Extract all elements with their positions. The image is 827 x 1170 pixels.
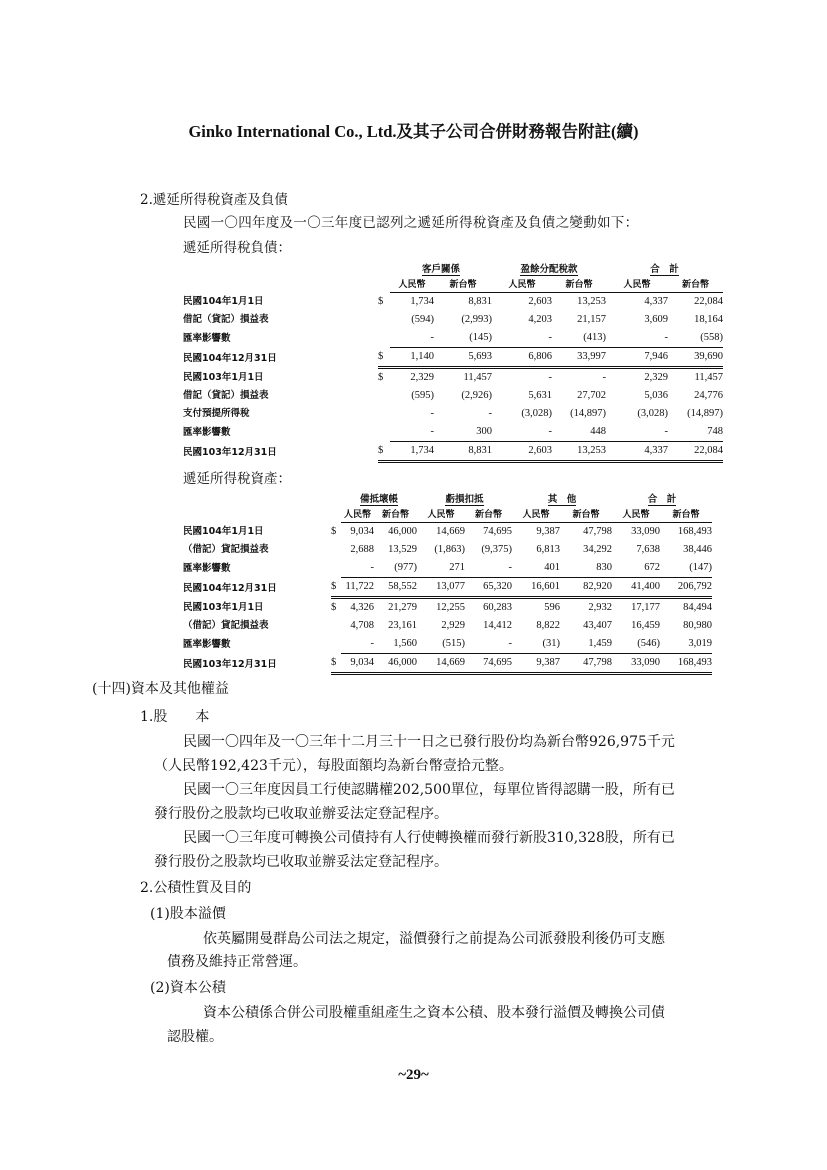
table-cell: 8,831	[468, 296, 492, 307]
table-cell: 3,609	[644, 314, 668, 325]
table-cell: 38,446	[683, 544, 712, 555]
table-cell: (594)	[411, 314, 434, 325]
table-cell: 80,980	[683, 620, 712, 631]
table-cell: (2,926)	[461, 390, 492, 401]
row-label: 民國103年12月31日	[183, 658, 277, 670]
table-cell: 448	[552, 423, 606, 442]
table-cell: 7,638	[636, 544, 660, 555]
table-cell: 1,734	[390, 442, 434, 462]
table-cell: 82,920	[560, 578, 612, 598]
table-cell: 21,279	[388, 602, 417, 613]
table-cell: 17,177	[631, 602, 660, 613]
table-cell: (3,028)	[521, 408, 552, 419]
table-cell: 748	[668, 423, 723, 442]
row-label: 匯率影響數	[183, 562, 231, 574]
table-cell: (14,897)	[570, 408, 606, 419]
table-subheader-row	[183, 508, 712, 523]
table-cell: 14,669	[417, 654, 465, 674]
table-cell: 830	[560, 559, 612, 578]
currency-symbol: $	[331, 602, 337, 613]
table-cell: 4,326	[350, 602, 374, 613]
table-cell: 4,337	[606, 442, 668, 462]
table-row	[183, 654, 712, 674]
table-cell: 2,603	[528, 296, 552, 307]
paragraph-line: 發行股份之股款均已收取並辦妥法定登記程序。	[154, 854, 448, 870]
column-header: 新台幣	[560, 508, 612, 523]
row-label: 借記（貸記）損益表	[183, 390, 269, 401]
group-header: 虧損扣抵	[445, 494, 484, 505]
table-cell: -	[492, 329, 552, 348]
column-header: 新台幣	[374, 508, 417, 523]
paragraph-line: 依英屬開曼群島公司法之規定，溢價發行之前提為公司派發股利後仍可支應	[203, 931, 665, 947]
deferred-tax-assets-heading: 遞延所得稅資產：	[183, 471, 291, 487]
row-label: 民國103年1月1日	[183, 372, 264, 383]
table-row	[183, 348, 723, 368]
table-cell: 2,688	[350, 544, 374, 555]
currency-symbol	[378, 405, 390, 423]
group-header: 客戶關係	[421, 264, 460, 275]
table-cell: -	[488, 408, 492, 419]
table-cell: 11,457	[463, 372, 492, 383]
table-cell: 4,337	[644, 296, 668, 307]
table-cell: 401	[512, 559, 560, 578]
currency-symbol	[331, 617, 341, 635]
table-cell: 1,734	[410, 296, 434, 307]
table-row	[183, 635, 712, 654]
paragraph-line: 資本公積係合併公司股權重組產生之資本公積、股本發行溢價及轉換公司債	[203, 1005, 665, 1021]
table-cell: 3,019	[660, 635, 712, 654]
table-row	[183, 405, 723, 423]
table-cell: 74,695	[465, 654, 512, 674]
table-cell: 9,034	[350, 526, 374, 537]
row-label: （借記）貸記損益表	[183, 544, 269, 555]
table-cell: 11,722	[341, 578, 374, 598]
currency-symbol	[378, 311, 390, 329]
group-header: 盈餘分配稅款	[520, 264, 578, 275]
table-cell: 16,601	[512, 578, 560, 598]
column-header: 人民幣	[417, 508, 465, 523]
table-cell: 271	[417, 559, 465, 578]
column-header: 人民幣	[612, 508, 660, 523]
row-label: （借記）貸記損益表	[183, 620, 269, 631]
paragraph-line: 民國一〇三年度因員工行使認購權202,500單位，每單位皆得認購一股，所有已	[183, 782, 675, 798]
group-header: 其 他	[547, 494, 577, 505]
table-row	[183, 617, 712, 635]
table-cell: 4,708	[350, 620, 374, 631]
table-cell: (145)	[434, 329, 492, 348]
paragraph-line: 認股權。	[167, 1029, 223, 1045]
column-header: 新台幣	[552, 278, 606, 293]
currency-symbol	[378, 423, 390, 442]
table-cell: (147)	[660, 559, 712, 578]
row-label: 匯率影響數	[183, 638, 231, 650]
table-row	[183, 559, 712, 578]
table-cell: 1,459	[560, 635, 612, 654]
table-cell: (977)	[374, 559, 417, 578]
table-cell: 43,407	[583, 620, 612, 631]
table-row	[183, 368, 723, 388]
page-number: ~29~	[398, 1067, 429, 1083]
table-row	[183, 541, 712, 559]
table-cell: 8,822	[536, 620, 560, 631]
table-cell: 13,077	[417, 578, 465, 598]
table-cell: 1,140	[390, 348, 434, 368]
currency-symbol	[331, 541, 341, 559]
table-cell: 206,792	[660, 578, 712, 598]
table-cell: -	[606, 423, 668, 442]
table-cell: 1,560	[374, 635, 417, 654]
row-label: 匯率影響數	[183, 332, 231, 344]
row-label: 民國104年12月31日	[183, 582, 277, 594]
table-cell: 14,669	[436, 526, 465, 537]
column-header: 新台幣	[660, 508, 712, 523]
paragraph-line: 發行股份之股款均已收取並辦妥法定登記程序。	[154, 806, 448, 822]
table-cell: 22,084	[668, 442, 723, 462]
table-cell: 6,806	[492, 348, 552, 368]
deferred-tax-liabilities-heading: 遞延所得稅負債：	[183, 240, 291, 256]
table-cell: -	[602, 372, 606, 383]
paragraph-line: 民國一〇三年度可轉換公司債持有人行使轉換權而發行新股310,328股，所有已	[183, 830, 675, 846]
table-row	[183, 311, 723, 329]
table-cell: 672	[612, 559, 660, 578]
column-header: 人民幣	[341, 508, 374, 523]
paragraph-line: （人民幣192,423千元），每股面額均為新台幣壹拾元整。	[154, 758, 513, 774]
currency-symbol: $	[331, 526, 337, 537]
table-cell: (1,863)	[434, 544, 465, 555]
table-cell: -	[465, 635, 512, 654]
table-cell: 9,387	[536, 526, 560, 537]
table-cell: (3,028)	[637, 408, 668, 419]
table-cell: 33,997	[552, 348, 606, 368]
currency-symbol	[331, 559, 341, 578]
table-cell: 18,164	[694, 314, 723, 325]
table-cell: 13,253	[552, 442, 606, 462]
currency-symbol: $	[331, 654, 341, 674]
share-capital-heading: 1.股 本	[140, 709, 210, 725]
column-header: 人民幣	[492, 278, 552, 293]
table-cell: 596	[544, 602, 560, 613]
table-cell: 5,036	[644, 390, 668, 401]
group-header: 合 計	[650, 264, 679, 275]
table-cell: 58,552	[374, 578, 417, 598]
row-label: 民國104年12月31日	[183, 352, 277, 364]
table-row	[183, 523, 712, 542]
table-cell: 2,932	[588, 602, 612, 613]
paragraph-line: 民國一〇四年及一〇三年十二月三十一日之已發行股份均為新台幣926,975千元	[183, 734, 675, 750]
table-cell: 168,493	[677, 526, 712, 537]
table-cell: 47,798	[583, 526, 612, 537]
table-cell: (546)	[612, 635, 660, 654]
currency-symbol	[378, 329, 390, 348]
currency-symbol	[378, 387, 390, 405]
column-header: 人民幣	[606, 278, 668, 293]
table-cell: 6,813	[536, 544, 560, 555]
column-header: 新台幣	[465, 508, 512, 523]
table-cell: 21,157	[577, 314, 606, 325]
table-cell: 12,255	[436, 602, 465, 613]
table-cell: 74,695	[483, 526, 512, 537]
row-label: 民國103年12月31日	[183, 446, 277, 458]
table-cell: 46,000	[388, 526, 417, 537]
table-group-header-row	[183, 262, 723, 278]
table-cell: 13,253	[577, 296, 606, 307]
paragraph-line: 債務及維持正常營運。	[167, 954, 307, 970]
currency-symbol: $	[378, 372, 384, 383]
table-cell: -	[606, 329, 668, 348]
table-cell: 14,412	[483, 620, 512, 631]
table-cell: -	[465, 559, 512, 578]
table-cell: 24,776	[694, 390, 723, 401]
table-subheader-row	[183, 278, 723, 293]
table-cell: -	[492, 423, 552, 442]
page-title: Ginko International Co., Ltd.及其子公司合併財務報告附註(續)	[188, 122, 639, 141]
table-cell: 9,034	[341, 654, 374, 674]
table-cell: 2,929	[441, 620, 465, 631]
table-cell: 23,161	[388, 620, 417, 631]
deferred-tax-liabilities-table	[183, 262, 723, 463]
reserves-heading: 2.公積性質及目的	[140, 880, 252, 896]
table-cell: 33,090	[612, 654, 660, 674]
table-cell: (595)	[411, 390, 434, 401]
currency-symbol: $	[378, 296, 384, 307]
table-cell: 41,400	[612, 578, 660, 598]
table-row	[183, 598, 712, 618]
table-cell: 4,203	[528, 314, 552, 325]
column-header: 人民幣	[512, 508, 560, 523]
deferred-tax-intro: 民國一〇四年度及一〇三年度已認列之遞延所得稅資產及負債之變動如下：	[183, 215, 639, 231]
table-cell: 7,946	[606, 348, 668, 368]
table-cell: -	[390, 423, 434, 442]
row-label: 匯率影響數	[183, 426, 231, 438]
table-cell: 2,329	[644, 372, 668, 383]
table-group-header-row	[183, 492, 712, 508]
table-row	[183, 578, 712, 598]
row-label: 民國104年1月1日	[183, 526, 264, 537]
table-cell: 60,283	[483, 602, 512, 613]
table-cell: 65,320	[465, 578, 512, 598]
table-cell: 47,798	[560, 654, 612, 674]
table-cell: 39,690	[668, 348, 723, 368]
table-cell: (413)	[552, 329, 606, 348]
table-cell: 27,702	[577, 390, 606, 401]
group-header: 合 計	[647, 494, 677, 505]
column-header: 新台幣	[434, 278, 492, 293]
table-row	[183, 442, 723, 462]
table-cell: -	[548, 372, 552, 383]
row-label: 民國103年1月1日	[183, 602, 264, 613]
table-cell: -	[390, 329, 434, 348]
table-cell: -	[341, 559, 374, 578]
table-row	[183, 387, 723, 405]
table-cell: 2,603	[492, 442, 552, 462]
column-header: 人民幣	[390, 278, 434, 293]
row-label: 借記（貸記）損益表	[183, 314, 269, 325]
currency-symbol: $	[378, 442, 390, 462]
table-cell: -	[341, 635, 374, 654]
table-cell: (9,375)	[481, 544, 512, 555]
currency-symbol	[331, 635, 341, 654]
column-header: 新台幣	[668, 278, 723, 293]
table-cell: (31)	[512, 635, 560, 654]
table-cell: 2,329	[410, 372, 434, 383]
currency-symbol: $	[331, 578, 341, 598]
table-cell: 84,494	[683, 602, 712, 613]
table-cell: (14,897)	[687, 408, 723, 419]
table-cell: 168,493	[660, 654, 712, 674]
table-row	[183, 329, 723, 348]
table-cell: 5,631	[528, 390, 552, 401]
table-cell: 11,457	[694, 372, 723, 383]
capital-surplus-heading: (2)資本公積	[150, 980, 226, 996]
table-cell: -	[430, 408, 434, 419]
table-cell: 33,090	[631, 526, 660, 537]
table-cell: 5,693	[434, 348, 492, 368]
table-cell: (2,993)	[461, 314, 492, 325]
deferred-tax-heading: 2.遞延所得稅資產及負債	[140, 192, 288, 208]
table-cell: 300	[434, 423, 492, 442]
table-cell: (558)	[668, 329, 723, 348]
table-cell: 9,387	[512, 654, 560, 674]
table-cell: 46,000	[374, 654, 417, 674]
deferred-tax-assets-table	[183, 492, 712, 675]
capital-equity-heading: (十四)資本及其他權益	[92, 681, 229, 697]
row-label: 支付預提所得稅	[183, 408, 250, 419]
table-row	[183, 293, 723, 312]
table-cell: 34,292	[583, 544, 612, 555]
table-cell: 13,529	[388, 544, 417, 555]
group-header: 備抵壞帳	[359, 494, 398, 505]
table-cell: (515)	[417, 635, 465, 654]
table-cell: 22,084	[694, 296, 723, 307]
table-row	[183, 423, 723, 442]
currency-symbol: $	[378, 348, 390, 368]
share-premium-heading: (1)股本溢價	[150, 906, 226, 922]
table-cell: 8,831	[434, 442, 492, 462]
table-cell: 16,459	[631, 620, 660, 631]
row-label: 民國104年1月1日	[183, 296, 264, 307]
